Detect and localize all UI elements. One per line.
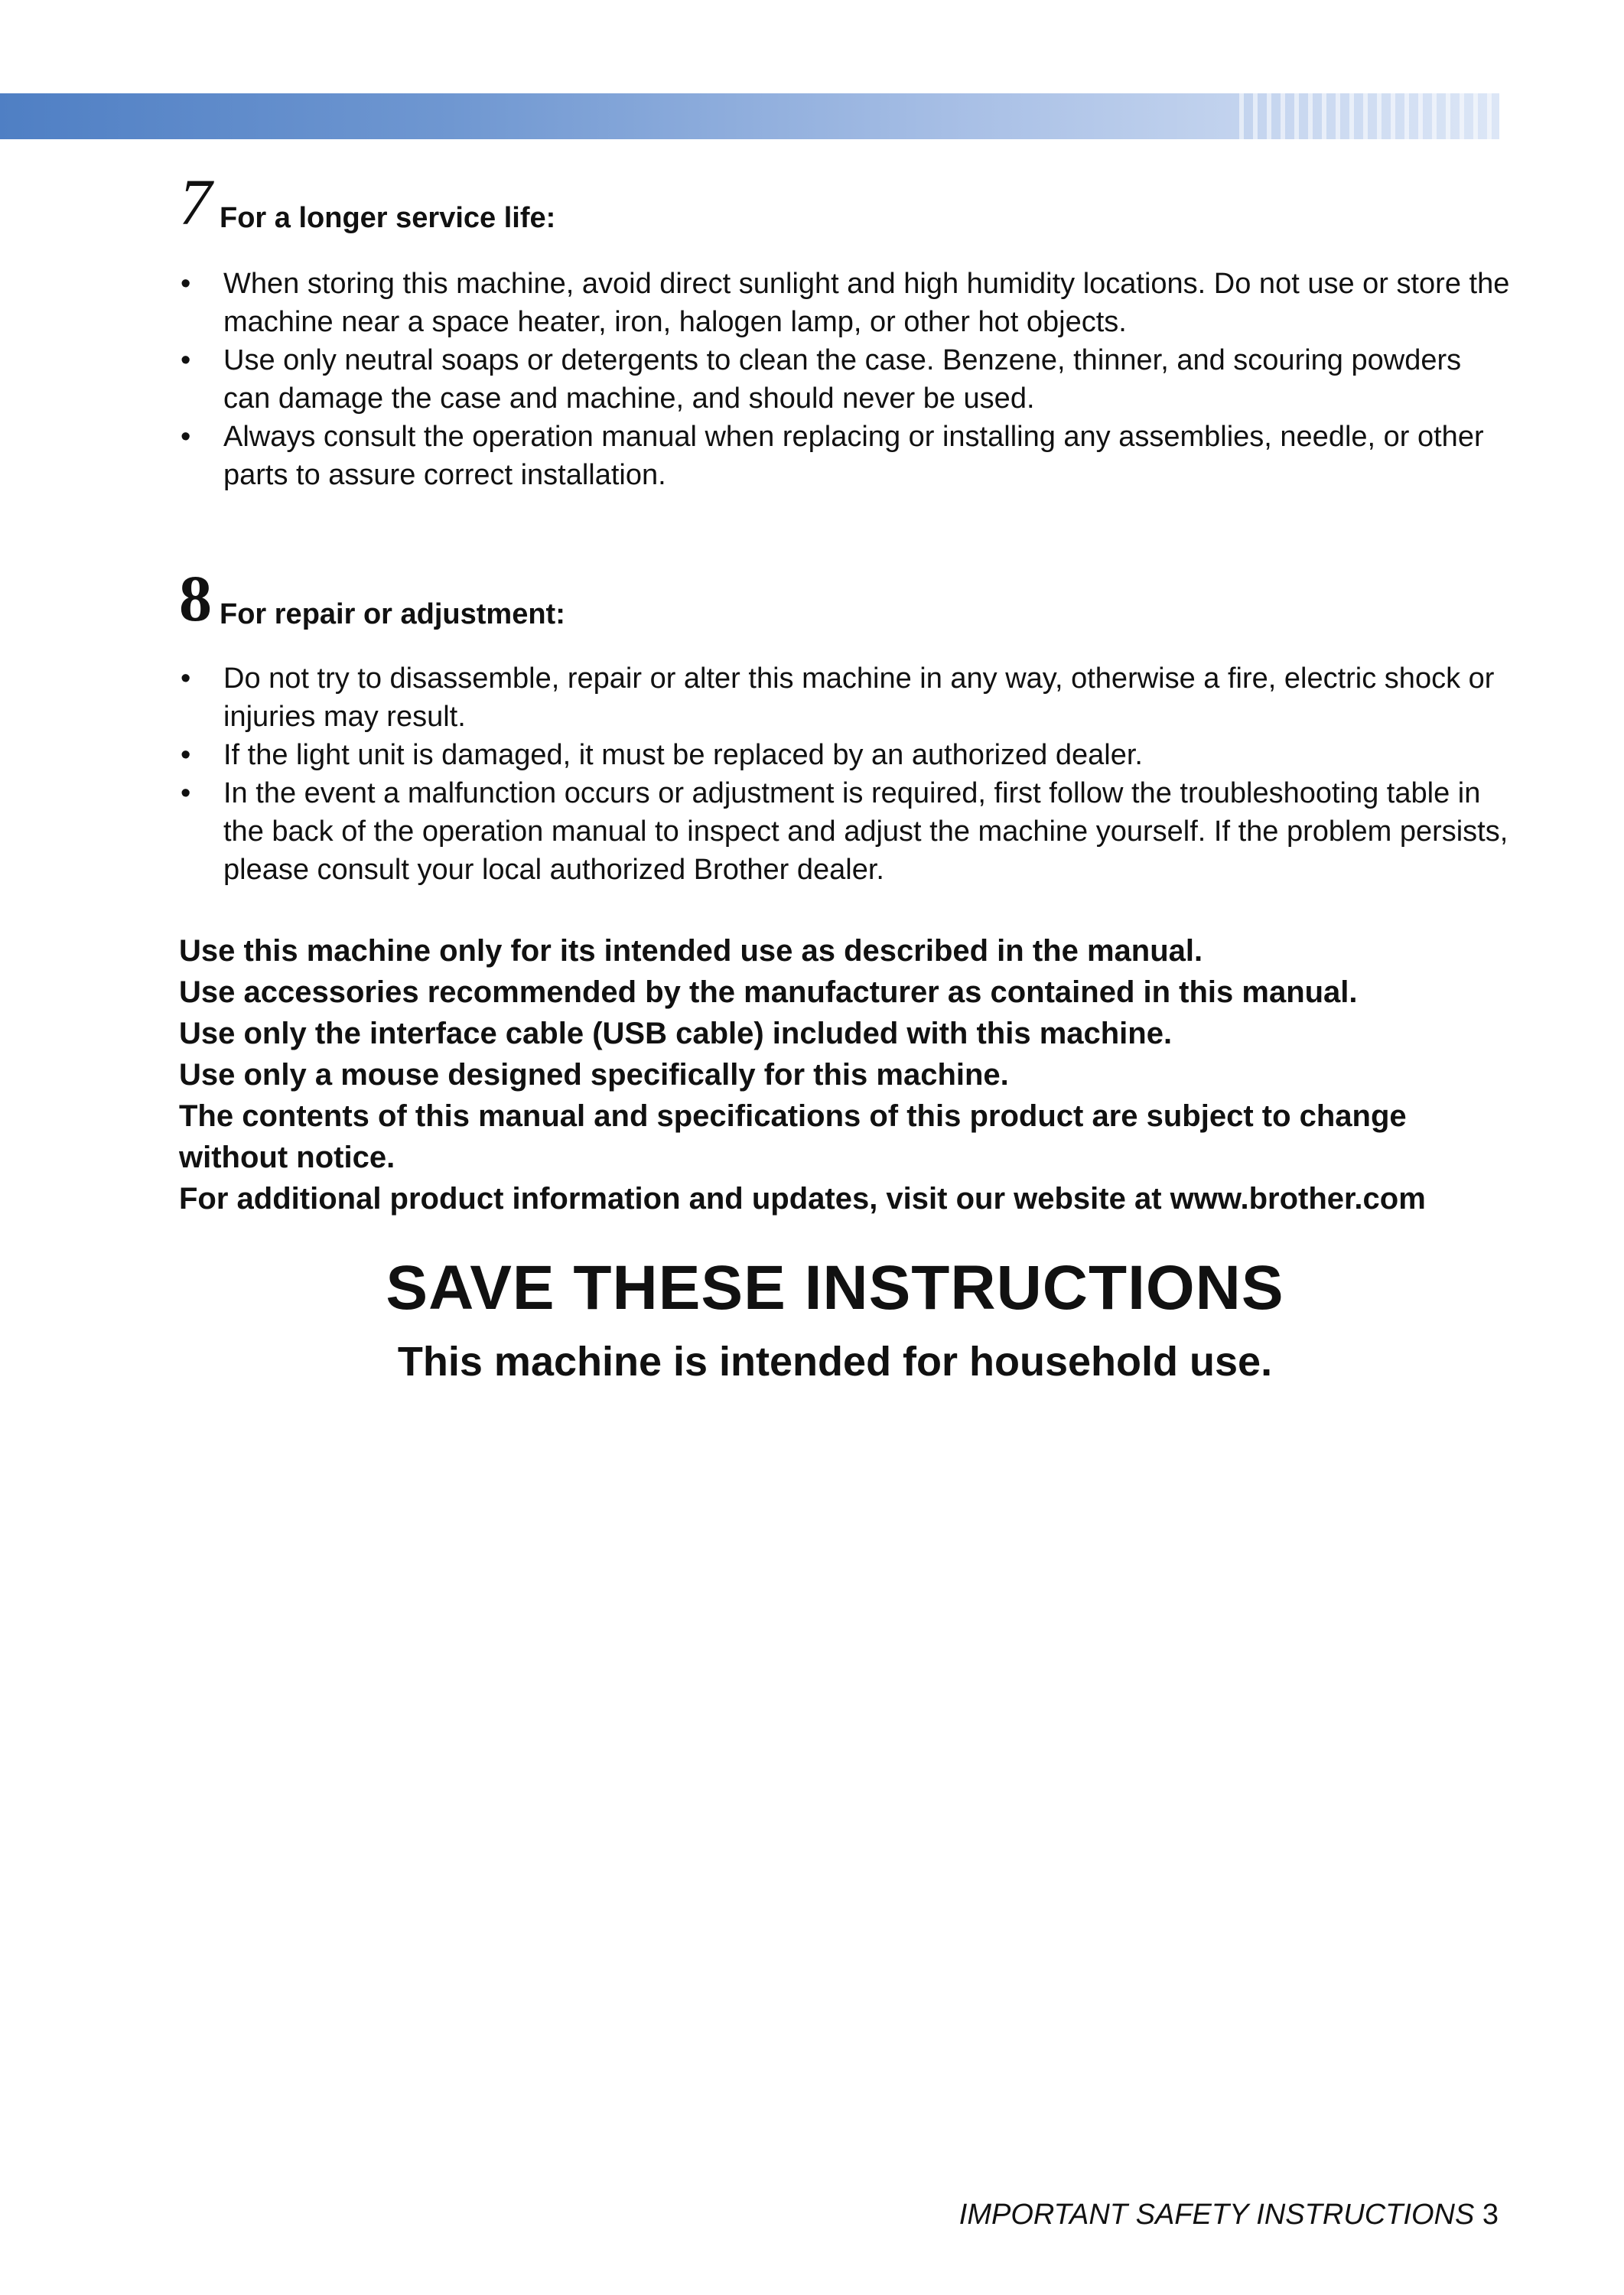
section-7-number: 7 <box>179 165 212 239</box>
list-item: • Use only neutral soaps or detergents to clean the case. Benzene, thinner, and scouring powders can damage the case and machine, and should never be used. <box>179 341 1510 418</box>
footer-title: IMPORTANT SAFETY INSTRUCTIONS <box>958 2199 1475 2231</box>
page-number: 3 <box>1482 2199 1499 2231</box>
notice-line: Use this machine only for its intended use as described in the manual. <box>179 934 1203 968</box>
list-item: • Always consult the operation manual when replacing or installing any assemblies, needle, or other parts to assure correct installation. <box>179 418 1510 494</box>
notice-line: For additional product information and updates, visit our website at www.brother.com <box>179 1182 1426 1216</box>
usage-notices <box>179 930 1510 1219</box>
notice-line: The contents of this manual and specifications of this product are subject to change without notice. <box>179 1099 1407 1174</box>
list-item: • When storing this machine, avoid direct sunlight and high humidity locations. Do not use or store the machine near a space heater, iron, halogen lamp, or other hot objects. <box>179 265 1510 341</box>
section-8-list <box>179 659 1510 889</box>
list-item: • Do not try to disassemble, repair or alter this machine in any way, otherwise a fire, electric shock or injuries may result. <box>179 659 1510 736</box>
section-7-heading <box>179 165 1510 239</box>
bullet-icon: • <box>181 268 191 300</box>
header-band-stripes <box>1239 93 1499 139</box>
list-item: • In the event a malfunction occurs or adjustment is required, first follow the troubleshooting table in the back of the operation manual to inspect and adjust the machine yourself. If the problem persists, please consult your local authorized Brother dealer. <box>179 774 1510 889</box>
page-footer <box>959 2197 1499 2232</box>
section-8-number: 8 <box>179 562 212 635</box>
section-7 <box>179 165 1510 494</box>
bullet-icon: • <box>181 421 191 453</box>
list-item: • If the light unit is damaged, it must be replaced by an authorized dealer. <box>179 736 1510 774</box>
save-instructions-heading: SAVE THESE INSTRUCTIONS <box>386 1253 1284 1323</box>
section-8 <box>179 562 1510 889</box>
notice-line: Use only the interface cable (USB cable) included with this machine. <box>179 1017 1173 1050</box>
section-7-list <box>179 265 1510 494</box>
household-use-subheading: This machine is intended for household use. <box>397 1339 1273 1385</box>
bullet-icon: • <box>181 777 191 809</box>
bullet-icon: • <box>181 344 191 376</box>
bullet-icon: • <box>181 662 191 695</box>
bullet-icon: • <box>181 739 191 771</box>
header-color-band <box>0 93 1499 139</box>
notice-line: Use accessories recommended by the manufacturer as contained in this manual. <box>179 975 1358 1009</box>
section-7-title: For a longer service life: <box>220 202 556 234</box>
notice-line: Use only a mouse designed specifically for this machine. <box>179 1058 1009 1092</box>
section-8-title: For repair or adjustment: <box>220 598 565 630</box>
section-8-heading <box>179 562 1510 635</box>
